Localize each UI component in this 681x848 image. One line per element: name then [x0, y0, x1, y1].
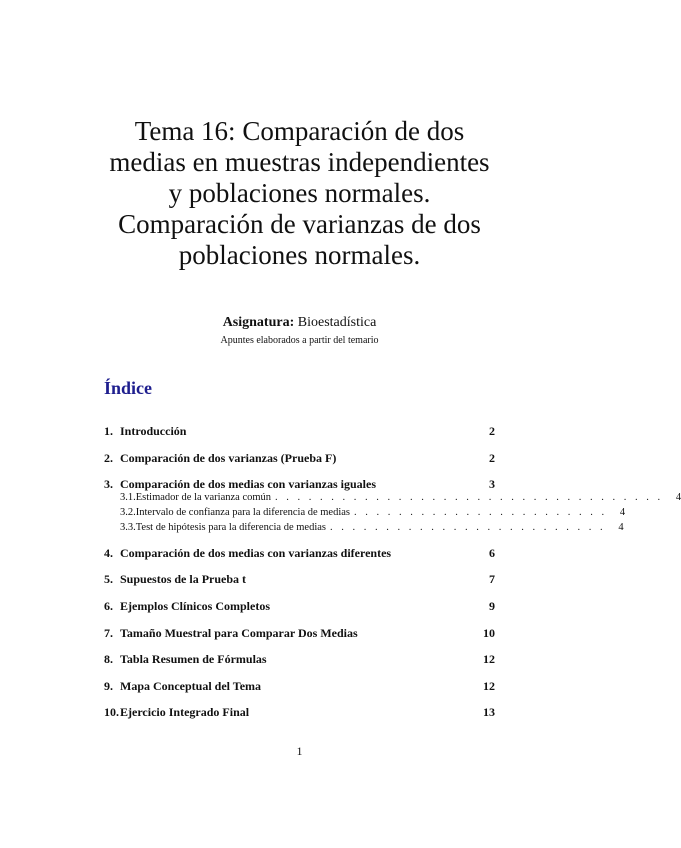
toc-subentry-number: 3.2.	[120, 507, 136, 518]
page-number: 1	[296, 744, 303, 758]
subject-value: Bioestadística	[297, 315, 377, 330]
toc-entry-page: 10	[483, 626, 495, 640]
toc-entry-8[interactable]	[104, 652, 495, 668]
toc-entry-1[interactable]	[104, 424, 495, 440]
toc-entry-9[interactable]	[104, 679, 495, 695]
toc-entry-number: 2.	[104, 451, 113, 465]
toc-entry-page: 3	[489, 477, 495, 491]
toc-heading: Índice	[104, 378, 153, 398]
toc-entry-title: Comparación de dos medias con varianzas diferentes	[120, 546, 392, 560]
toc-leader-dots: . . . . . . . . . . . . . . . . . . . . . . . . .	[329, 522, 606, 533]
toc-subentry-page: 4	[618, 522, 624, 533]
toc-subentry-number: 3.1.	[120, 492, 136, 503]
toc-entry-title: Tamaño Muestral para Comparar Dos Medias	[120, 626, 358, 640]
toc-entry-number: 7.	[104, 626, 113, 640]
toc-entry-page: 7	[489, 572, 495, 586]
toc-subentry-title: Estimador de la varianza común	[135, 492, 272, 503]
toc-entry-title: Tabla Resumen de Fórmulas	[120, 652, 267, 666]
subject-line	[0, 315, 599, 331]
toc-entry-title: Supuestos de la Prueba t	[120, 572, 247, 586]
toc-entry-5[interactable]	[104, 572, 495, 588]
toc-subentry-3-1[interactable]	[120, 492, 681, 506]
toc-entry-title: Comparación de dos varianzas (Prueba F)	[120, 451, 337, 465]
toc-leader-dots: . . . . . . . . . . . . . . . . . . . . . . . . . . . . . . . . . . .	[275, 492, 664, 503]
toc-entry-title: Ejercicio Integrado Final	[120, 705, 250, 719]
toc-entry-number: 8.	[104, 652, 113, 666]
toc-entry-number: 6.	[104, 599, 113, 613]
toc-entry-page: 9	[489, 599, 495, 613]
toc-entry-number: 5.	[104, 572, 113, 586]
toc-subentry-number: 3.3.	[120, 522, 136, 533]
toc-entry-title: Mapa Conceptual del Tema	[120, 679, 262, 693]
toc-entry-6[interactable]	[104, 599, 495, 615]
toc-entry-page: 6	[489, 546, 495, 560]
toc-entry-title: Ejemplos Clínicos Completos	[120, 599, 270, 613]
toc-subentry-3-3[interactable]	[120, 522, 624, 536]
toc-subentry-page: 4	[675, 492, 681, 503]
toc-entry-number: 9.	[104, 679, 113, 693]
notes-source: Apuntes elaborados a partir del temario	[220, 335, 379, 346]
toc-entry-page: 12	[483, 652, 495, 666]
toc-entry-4[interactable]	[104, 546, 495, 562]
toc-leader-dots: . . . . . . . . . . . . . . . . . . . . . . .	[354, 507, 608, 518]
toc-entry-page: 13	[483, 705, 495, 719]
toc-entry-7[interactable]	[104, 626, 495, 642]
toc-entry-number: 10.	[104, 705, 119, 719]
toc-entry-number: 4.	[104, 546, 113, 560]
toc-entry-3[interactable]	[104, 477, 495, 493]
toc-entry-page: 12	[483, 679, 495, 693]
toc-entry-number: 1.	[104, 424, 113, 438]
toc-entry-title: Introducción	[120, 424, 187, 438]
toc-entry-10[interactable]	[104, 705, 495, 721]
toc-subentry-3-2[interactable]	[120, 507, 626, 521]
toc-entry-page: 2	[489, 451, 495, 465]
toc-entry-page: 2	[489, 424, 495, 438]
subject-label: Asignatura:	[222, 315, 295, 330]
toc-subentry-title: Test de hipótesis para la diferencia de medias	[135, 522, 326, 533]
toc-subentry-title: Intervalo de confianza para la diferencia de medias	[135, 507, 351, 518]
toc-entry-2[interactable]	[104, 451, 495, 467]
toc-subentry-page: 4	[619, 507, 626, 518]
toc-entry-number: 3.	[104, 477, 113, 491]
document-title: Tema 16: Comparación de dos medias en muestras independientes y poblaciones normales. Comparación de varianzas de dos poblaciones normales.	[109, 116, 490, 270]
toc-entry-title: Comparación de dos medias con varianzas iguales	[120, 477, 377, 491]
